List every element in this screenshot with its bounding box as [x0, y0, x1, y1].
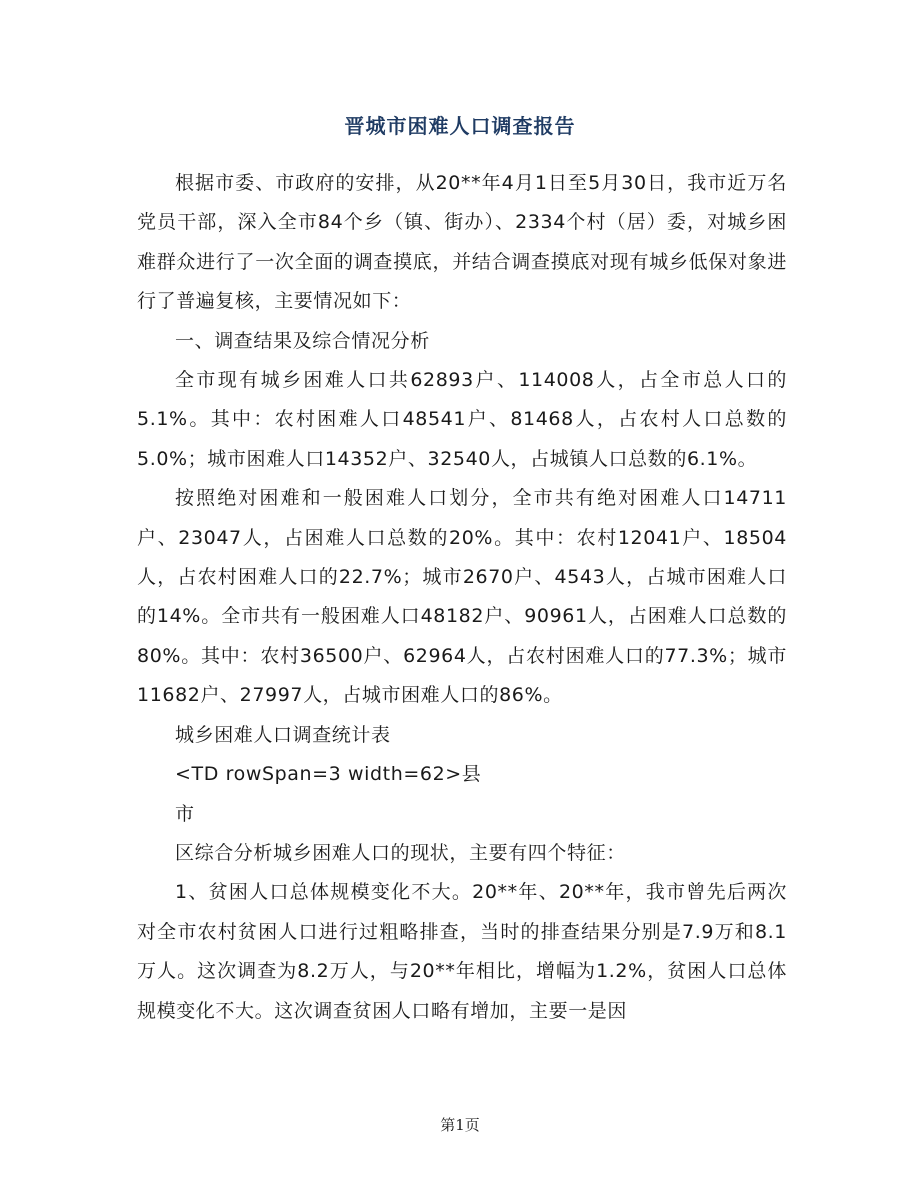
- paragraph-classification: 按照绝对困难和一般困难人口划分，全市共有绝对困难人口14711户、23047人，占困难人口总数的20%。其中：农村12041户、18504人，占农村困难人口的22.7%；城市2670户、4543人，占城市困难人口的14%。全市共有一般困难人口48182户、90961人，占困难人口总数的80%。其中：农村36500户、62964人，占农村困难人口的77.3%；城市11682户、27997人，占城市困难人口的86%。: [137, 487, 787, 707]
- document-body: [137, 164, 787, 1031]
- table-fragment: 市: [175, 802, 195, 825]
- page-number: 第1页: [440, 1116, 480, 1134]
- document-title: 晋城市困难人口调查报告: [344, 114, 576, 138]
- paragraph-overview: 全市现有城乡困难人口共62893户、114008人，占全市总人口的5.1%。其中：农村困难人口48541户、81468人，占农村人口总数的5.0%；城市困难人口14352户、32540人，占城镇人口总数的6.1%。: [137, 369, 787, 470]
- paragraph-analysis: 区综合分析城乡困难人口的现状，主要有四个特征：: [175, 841, 626, 864]
- paragraph-intro: 根据市委、市政府的安排，从20**年4月1日至5月30日，我市近万名党员干部，深入全市84个乡（镇、街办）、2334个村（居）委，对城乡困难群众进行了一次全面的调查摸底，并结合调查摸底对现有城乡低保对象进行了普遍复核，主要情况如下：: [137, 172, 787, 313]
- section-heading: 一、调查结果及综合情况分析: [175, 329, 430, 352]
- table-caption: 城乡困难人口调查统计表: [175, 723, 391, 746]
- raw-table-markup: <TD rowSpan=3 width=62>县: [175, 763, 482, 786]
- paragraph-feature-one: 1、贫困人口总体规模变化不大。20**年、20**年，我市曾先后两次对全市农村贫困人口进行过粗略排查，当时的排查结果分别是7.9万和8.1万人。这次调查为8.2万人，与20**年相比，增幅为1.2%，贫困人口总体规模变化不大。这次调查贫困人口略有增加，主要一是因: [137, 881, 787, 1022]
